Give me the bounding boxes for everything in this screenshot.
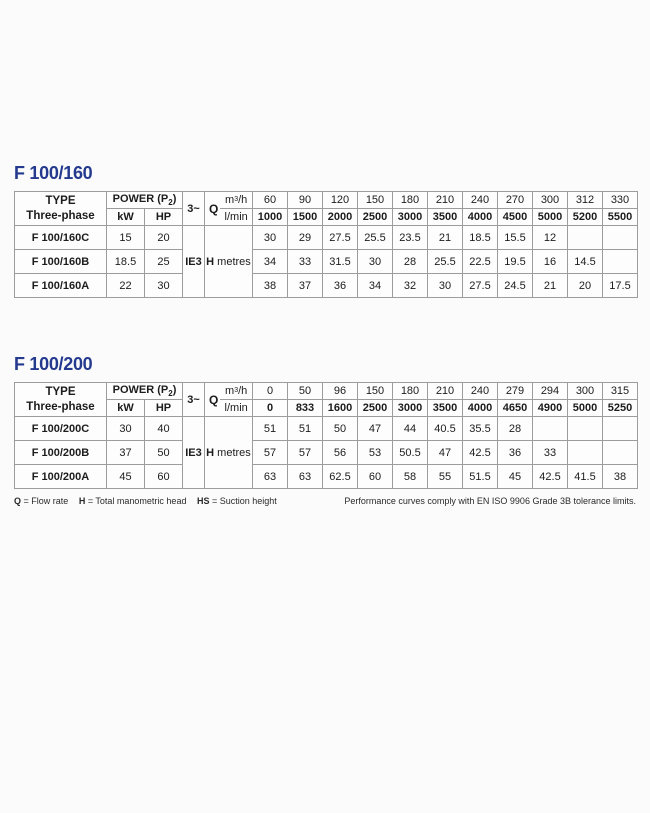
phase-header-cell: 3~ bbox=[183, 192, 205, 226]
head-value: 57 bbox=[288, 441, 323, 465]
head-value: 27.5 bbox=[463, 274, 498, 298]
head-value: 47 bbox=[428, 441, 463, 465]
unit-rest: /h bbox=[238, 385, 248, 398]
kw-header: kW bbox=[107, 209, 145, 226]
power-label: POWER (P bbox=[112, 383, 169, 396]
head-value: 38 bbox=[253, 274, 288, 298]
head-value: 32 bbox=[393, 274, 428, 298]
flow-lmin-value: 1000 bbox=[253, 209, 288, 226]
unit-base: m bbox=[225, 194, 235, 207]
legend-flow-rate: Q = Flow rate bbox=[14, 496, 69, 506]
h-symbol: H bbox=[206, 446, 215, 459]
flow-lmin-value: 5000 bbox=[533, 209, 568, 226]
head-value: 58 bbox=[393, 465, 428, 489]
head-value: 45 bbox=[498, 465, 533, 489]
head-value: 62.5 bbox=[323, 465, 358, 489]
head-value bbox=[568, 441, 603, 465]
head-value: 42.5 bbox=[533, 465, 568, 489]
header-row-top bbox=[15, 192, 638, 209]
flow-lmin-value: 833 bbox=[288, 400, 323, 417]
table-section-f100-200 bbox=[14, 354, 636, 489]
head-value: 44 bbox=[393, 417, 428, 441]
head-value: 21 bbox=[428, 226, 463, 250]
kw-value: 22 bbox=[107, 274, 145, 298]
flow-units bbox=[220, 384, 252, 416]
head-value: 28 bbox=[393, 250, 428, 274]
flow-lmin-value: 4650 bbox=[498, 400, 533, 417]
data-row bbox=[15, 274, 638, 298]
flow-lmin-value: 2500 bbox=[358, 209, 393, 226]
head-value: 23.5 bbox=[393, 226, 428, 250]
flow-m3h-value: 60 bbox=[253, 192, 288, 209]
head-value: 27.5 bbox=[323, 226, 358, 250]
header-row-bottom bbox=[15, 209, 638, 226]
kw-value: 15 bbox=[107, 226, 145, 250]
flow-lmin-value: 4900 bbox=[533, 400, 568, 417]
unit-m3h-label: m 3 /h bbox=[220, 193, 252, 210]
metres-text: metres bbox=[214, 255, 251, 268]
document-page bbox=[0, 163, 650, 507]
head-value bbox=[603, 226, 638, 250]
head-value: 51 bbox=[253, 417, 288, 441]
data-row bbox=[15, 226, 638, 250]
pump-type-name: F 100/200A bbox=[15, 465, 107, 489]
flow-m3h-value: 180 bbox=[393, 383, 428, 400]
flow-header-cell bbox=[205, 192, 253, 226]
flow-m3h-value: 312 bbox=[568, 192, 603, 209]
q-label: Q bbox=[209, 201, 219, 216]
flow-lmin-value: 4500 bbox=[498, 209, 533, 226]
head-value: 29 bbox=[288, 226, 323, 250]
table-header bbox=[15, 192, 638, 226]
head-value: 51 bbox=[288, 417, 323, 441]
flow-lmin-value: 5000 bbox=[568, 400, 603, 417]
head-value: 35.5 bbox=[463, 417, 498, 441]
power-label-close: ) bbox=[172, 383, 177, 396]
kw-header: kW bbox=[107, 400, 145, 417]
footer-legend bbox=[14, 496, 285, 507]
table-title: F 100/160 bbox=[14, 163, 93, 183]
ie3-efficiency-label: IE3 bbox=[183, 226, 205, 298]
head-value: 34 bbox=[358, 274, 393, 298]
flow-lmin-value: 0 bbox=[253, 400, 288, 417]
head-value: 63 bbox=[288, 465, 323, 489]
head-value: 30 bbox=[253, 226, 288, 250]
kw-value: 30 bbox=[107, 417, 145, 441]
three-phase-label: Three-phase bbox=[26, 209, 95, 222]
type-label: TYPE bbox=[45, 194, 76, 207]
type-label: TYPE bbox=[45, 385, 76, 398]
flow-m3h-value: 330 bbox=[603, 192, 638, 209]
flow-units bbox=[220, 193, 252, 225]
unit-rest: /h bbox=[238, 194, 248, 207]
head-value: 14.5 bbox=[568, 250, 603, 274]
head-value: 30 bbox=[428, 274, 463, 298]
hp-value: 20 bbox=[145, 226, 183, 250]
header-row-bottom bbox=[15, 400, 638, 417]
data-row bbox=[15, 417, 638, 441]
flow-m3h-value: 150 bbox=[358, 383, 393, 400]
head-value: 47 bbox=[358, 417, 393, 441]
head-value: 42.5 bbox=[463, 441, 498, 465]
flow-header-cell bbox=[205, 383, 253, 417]
power-header-cell bbox=[107, 383, 183, 400]
head-value: 55 bbox=[428, 465, 463, 489]
power-header-cell bbox=[107, 192, 183, 209]
head-value: 36 bbox=[323, 274, 358, 298]
kw-value: 18.5 bbox=[107, 250, 145, 274]
three-phase-label: Three-phase bbox=[26, 400, 95, 413]
flow-lmin-value: 3000 bbox=[393, 209, 428, 226]
hp-value: 60 bbox=[145, 465, 183, 489]
head-value: 53 bbox=[358, 441, 393, 465]
hp-value: 50 bbox=[145, 441, 183, 465]
flow-lmin-value: 4000 bbox=[463, 400, 498, 417]
kw-value: 45 bbox=[107, 465, 145, 489]
flow-lmin-value: 5250 bbox=[603, 400, 638, 417]
footer bbox=[14, 496, 636, 507]
data-row bbox=[15, 465, 638, 489]
head-value: 25.5 bbox=[428, 250, 463, 274]
pump-type-name: F 100/200B bbox=[15, 441, 107, 465]
head-value: 56 bbox=[323, 441, 358, 465]
power-subscript: 2 bbox=[168, 198, 173, 208]
flow-m3h-value: 240 bbox=[463, 383, 498, 400]
head-value: 28 bbox=[498, 417, 533, 441]
data-row bbox=[15, 250, 638, 274]
table-section-f100-160 bbox=[14, 163, 636, 298]
head-value: 63 bbox=[253, 465, 288, 489]
head-value: 41.5 bbox=[568, 465, 603, 489]
head-value bbox=[533, 417, 568, 441]
head-value: 60 bbox=[358, 465, 393, 489]
flow-m3h-value: 294 bbox=[533, 383, 568, 400]
head-value: 24.5 bbox=[498, 274, 533, 298]
flow-m3h-value: 279 bbox=[498, 383, 533, 400]
flow-m3h-value: 315 bbox=[603, 383, 638, 400]
flow-lmin-value: 1500 bbox=[288, 209, 323, 226]
flow-lmin-value: 3500 bbox=[428, 400, 463, 417]
head-value: 15.5 bbox=[498, 226, 533, 250]
flow-m3h-value: 90 bbox=[288, 192, 323, 209]
hp-header: HP bbox=[145, 400, 183, 417]
head-value bbox=[568, 417, 603, 441]
flow-m3h-value: 180 bbox=[393, 192, 428, 209]
legend-suction-height: HS = Suction height bbox=[196, 496, 277, 506]
flow-lmin-value: 3500 bbox=[428, 209, 463, 226]
pump-type-name: F 100/160C bbox=[15, 226, 107, 250]
head-value bbox=[603, 417, 638, 441]
h-metres-label bbox=[205, 417, 253, 489]
unit-m3h-label: m 3 /h bbox=[220, 384, 252, 401]
h-symbol: H bbox=[206, 255, 215, 268]
flow-lmin-value: 5500 bbox=[603, 209, 638, 226]
flow-m3h-value: 270 bbox=[498, 192, 533, 209]
flow-m3h-value: 210 bbox=[428, 383, 463, 400]
table-header bbox=[15, 383, 638, 417]
hp-value: 30 bbox=[145, 274, 183, 298]
flow-lmin-value: 2500 bbox=[358, 400, 393, 417]
head-value: 33 bbox=[288, 250, 323, 274]
legend-manometric-head: H = Total manometric head bbox=[78, 496, 187, 506]
power-subscript: 2 bbox=[168, 389, 173, 399]
flow-lmin-value: 4000 bbox=[463, 209, 498, 226]
head-value: 18.5 bbox=[463, 226, 498, 250]
unit-base: m bbox=[225, 385, 235, 398]
pump-type-name: F 100/160A bbox=[15, 274, 107, 298]
flow-lmin-value: 5200 bbox=[568, 209, 603, 226]
q-wrap bbox=[205, 384, 252, 416]
unit-lmin-label: l/min bbox=[224, 401, 248, 414]
q-label: Q bbox=[209, 392, 219, 407]
head-value: 34 bbox=[253, 250, 288, 274]
head-value: 38 bbox=[603, 465, 638, 489]
type-header-cell bbox=[15, 383, 107, 417]
flow-m3h-value: 150 bbox=[358, 192, 393, 209]
head-value: 33 bbox=[533, 441, 568, 465]
head-value: 40.5 bbox=[428, 417, 463, 441]
flow-lmin-value: 1600 bbox=[323, 400, 358, 417]
metres-text: metres bbox=[214, 446, 251, 459]
type-header-cell bbox=[15, 192, 107, 226]
h-metres-label bbox=[205, 226, 253, 298]
hp-value: 40 bbox=[145, 417, 183, 441]
hp-value: 25 bbox=[145, 250, 183, 274]
flow-m3h-value: 50 bbox=[288, 383, 323, 400]
power-label: POWER (P bbox=[112, 192, 169, 205]
head-value: 51.5 bbox=[463, 465, 498, 489]
ie3-efficiency-label: IE3 bbox=[183, 417, 205, 489]
head-value bbox=[603, 250, 638, 274]
pump-spec-table bbox=[14, 382, 638, 489]
flow-m3h-value: 300 bbox=[533, 192, 568, 209]
head-value: 30 bbox=[358, 250, 393, 274]
pump-spec-table bbox=[14, 191, 638, 298]
head-value: 21 bbox=[533, 274, 568, 298]
head-value: 22.5 bbox=[463, 250, 498, 274]
catalog-page bbox=[0, 163, 650, 813]
flow-m3h-value: 96 bbox=[323, 383, 358, 400]
head-value: 20 bbox=[568, 274, 603, 298]
head-value: 25.5 bbox=[358, 226, 393, 250]
hp-header: HP bbox=[145, 209, 183, 226]
head-value: 50.5 bbox=[393, 441, 428, 465]
flow-lmin-value: 2000 bbox=[323, 209, 358, 226]
head-value bbox=[568, 226, 603, 250]
table-title: F 100/200 bbox=[14, 354, 93, 374]
pump-type-name: F 100/200C bbox=[15, 417, 107, 441]
unit-lmin-label: l/min bbox=[224, 210, 248, 223]
footer-compliance-note: Performance curves comply with EN ISO 9906 Grade 3B tolerance limits. bbox=[344, 496, 636, 506]
data-row bbox=[15, 441, 638, 465]
head-value: 17.5 bbox=[603, 274, 638, 298]
head-value: 16 bbox=[533, 250, 568, 274]
pump-type-name: F 100/160B bbox=[15, 250, 107, 274]
flow-m3h-value: 300 bbox=[568, 383, 603, 400]
head-value: 12 bbox=[533, 226, 568, 250]
table-body bbox=[15, 417, 638, 489]
table-body bbox=[15, 226, 638, 298]
flow-m3h-value: 120 bbox=[323, 192, 358, 209]
power-label-close: ) bbox=[172, 192, 177, 205]
head-value: 31.5 bbox=[323, 250, 358, 274]
flow-lmin-value: 3000 bbox=[393, 400, 428, 417]
flow-m3h-value: 0 bbox=[253, 383, 288, 400]
head-value: 36 bbox=[498, 441, 533, 465]
flow-m3h-value: 210 bbox=[428, 192, 463, 209]
head-value: 37 bbox=[288, 274, 323, 298]
kw-value: 37 bbox=[107, 441, 145, 465]
head-value: 19.5 bbox=[498, 250, 533, 274]
q-wrap bbox=[205, 193, 252, 225]
head-value: 50 bbox=[323, 417, 358, 441]
flow-m3h-value: 240 bbox=[463, 192, 498, 209]
header-row-top bbox=[15, 383, 638, 400]
head-value bbox=[603, 441, 638, 465]
head-value: 57 bbox=[253, 441, 288, 465]
phase-header-cell: 3~ bbox=[183, 383, 205, 417]
